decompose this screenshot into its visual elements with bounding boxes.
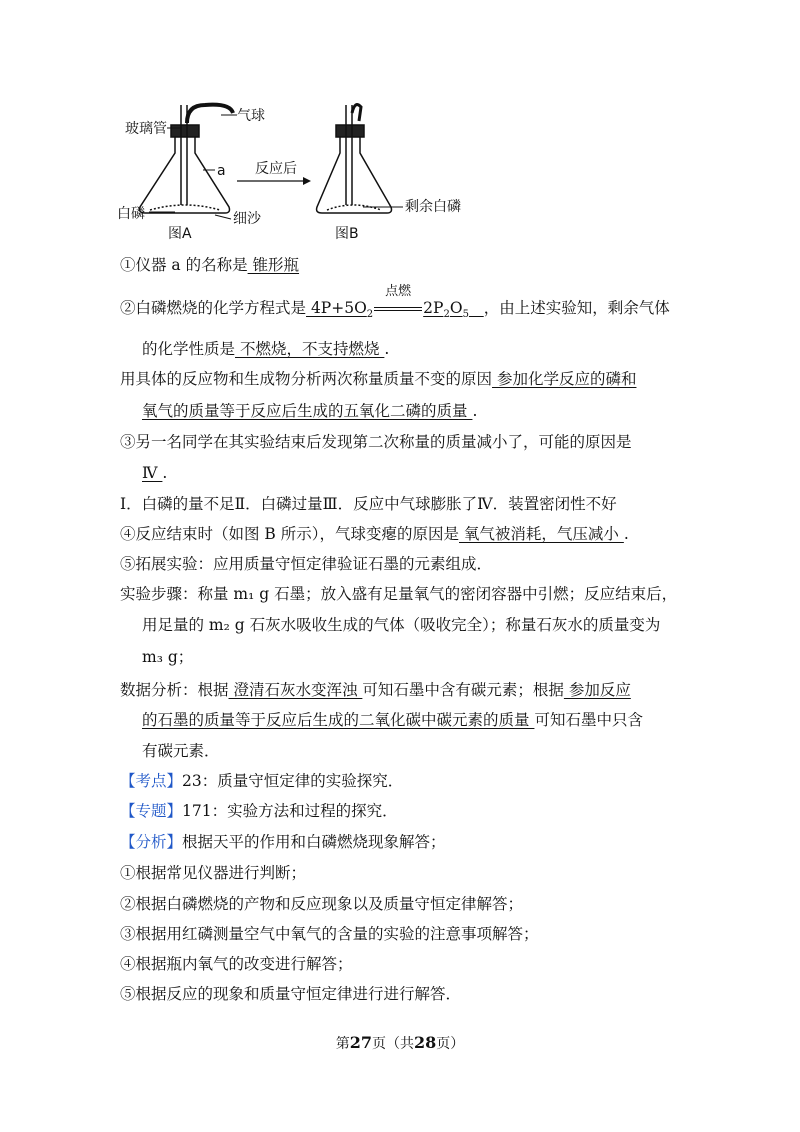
line-15: 的石墨的质量等于反应后生成的二氧化碳中碳元素的质量 可知石墨中只含 — [142, 711, 643, 729]
arrow-head-icon — [303, 177, 311, 185]
line-20: ①根据常见仪器进行判断； — [120, 864, 307, 882]
tag-fenxi: 【分析】 — [120, 833, 183, 851]
label-white-phosphorus: 白磷 — [117, 206, 145, 222]
line-14: 数据分析：根据 澄清石灰水变浑浊 可知石墨中含有碳元素；根据 参加反应 — [120, 681, 631, 699]
line-9: ④反应结束时（如图 B 所示），气球变瘪的原因是 氧气被消耗，气压减小 . — [120, 525, 629, 543]
page-total: 28 — [414, 1033, 437, 1052]
label-fine-sand: 细沙 — [233, 211, 261, 227]
line-24: ⑤根据反应的现象和质量守恒定律进行进行解答． — [120, 985, 462, 1003]
answer-1: 锥形瓶 — [247, 256, 300, 274]
line-4: 用具体的反应物和生成物分析两次称量质量不变的原因 参加化学反应的磷和 — [120, 370, 637, 388]
line-11: 实验步骤：称量 m₁ g 石墨；放入盛有足量氧气的密闭容器中引燃；反应结束后， — [120, 585, 678, 603]
tag-kaodian: 【考点】 — [120, 772, 183, 790]
line-12: 用足量的 m₂ g 石灰水吸收生成的气体（吸收完全）；称量石灰水的质量变为 — [142, 616, 661, 634]
line-zhuanti: 【专题】171：实验方法和过程的探究． — [120, 802, 398, 820]
label-reaction-after: 反应后 — [255, 161, 297, 177]
apparatus-figure — [105, 95, 465, 245]
line-fenxi: 【分析】根据天平的作用和白磷燃烧现象解答； — [120, 833, 446, 851]
label-glass-tube: 玻璃管 — [125, 121, 167, 137]
line-kaodian: 【考点】23：质量守恒定律的实验探究． — [120, 772, 404, 790]
label-a: a — [217, 163, 226, 179]
line-23: ④根据瓶内氧气的改变进行解答； — [120, 955, 353, 973]
line-8: Ⅰ．白磷的量不足Ⅱ．白磷过量Ⅲ．反应中气球膨胀了Ⅳ．装置密闭性不好 — [120, 495, 617, 513]
tag-zhuanti: 【专题】 — [120, 802, 183, 820]
label-fig-a: 图A — [168, 226, 192, 242]
line-5: 氧气的质量等于反应后生成的五氧化二磷的质量 . — [142, 402, 478, 420]
label-fig-b: 图B — [335, 226, 359, 242]
flask-b — [317, 105, 392, 213]
line-16: 有碳元素． — [142, 742, 220, 760]
line-21: ②根据白磷燃烧的产物和反应现象以及质量守恒定律解答； — [120, 895, 524, 913]
label-balloon: 气球 — [237, 108, 265, 124]
line-7: Ⅳ . — [142, 464, 168, 482]
line-2: ②白磷燃烧的化学方程式是 $4P+5O_2$ 点燃 $2P_2O_5$ ，由上述实验知，剩余气体 — [120, 284, 670, 321]
line-6: ③另一名同学在其实验结束后发现第二次称量的质量减小了，可能的原因是 — [120, 433, 632, 451]
reaction-condition: 点燃 — [373, 298, 423, 318]
page-number: 27 — [349, 1033, 372, 1052]
label-remaining-white-phosphorus: 剩余白磷 — [405, 199, 461, 215]
line-22: ③根据用红磷测量空气中氧气的含量的实验的注意事项解答； — [120, 925, 539, 943]
line-13: m₃ g； — [142, 648, 194, 666]
page-footer: 第27页（共28页） — [335, 1033, 465, 1052]
line-3: 的化学性质是 不燃烧，不支持燃烧 . — [142, 340, 390, 358]
line-10: ⑤拓展实验：应用质量守恒定律验证石墨的元素组成． — [120, 555, 493, 573]
line-1: ①仪器 a 的名称是 锥形瓶 — [120, 256, 300, 274]
